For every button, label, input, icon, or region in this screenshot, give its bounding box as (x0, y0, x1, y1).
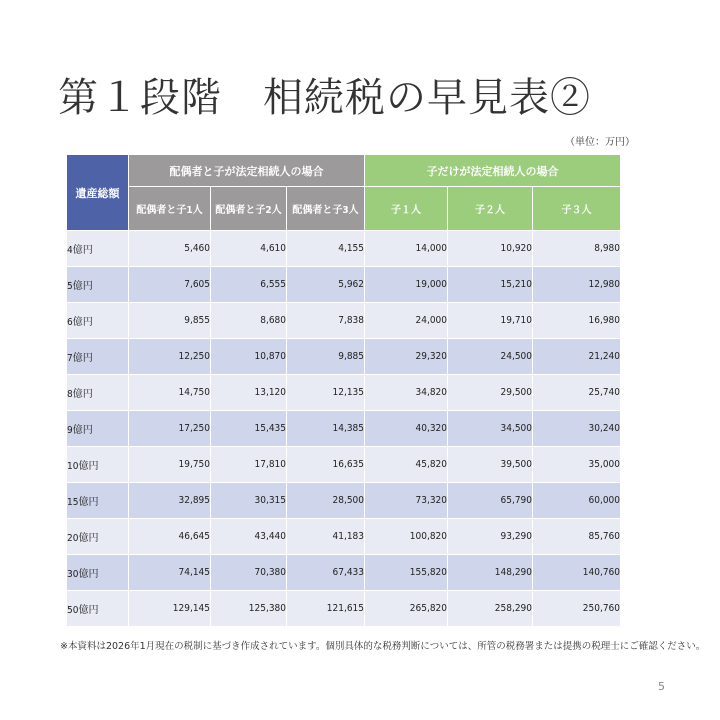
header-spouse-2children: 配偶者と子2人 (211, 187, 287, 231)
page-number: 5 (658, 680, 665, 693)
table-row (67, 411, 621, 447)
tax-table (66, 154, 621, 627)
header-1child: 子１人 (365, 187, 448, 231)
unit-label: （単位：万円） (565, 137, 635, 148)
table-cell: 14,750 (129, 375, 211, 411)
table-cell: 93,290 (448, 519, 533, 555)
table-row (67, 591, 621, 627)
row-label: 30億円 (67, 555, 129, 591)
table-cell: 40,320 (365, 411, 448, 447)
row-label: 50億円 (67, 591, 129, 627)
table-cell: 4,155 (287, 231, 365, 267)
table-cell: 14,000 (365, 231, 448, 267)
header-spouse-group: 配偶者と子が法定相続人の場合 (129, 155, 365, 187)
row-label: 6億円 (67, 303, 129, 339)
table-cell: 41,183 (287, 519, 365, 555)
table-row (67, 555, 621, 591)
table-cell: 34,820 (365, 375, 448, 411)
row-label: 5億円 (67, 267, 129, 303)
header-spouse-3children: 配偶者と子3人 (287, 187, 365, 231)
table-cell: 32,895 (129, 483, 211, 519)
header-spouse-1child: 配偶者と子1人 (129, 187, 211, 231)
table-cell: 8,980 (533, 231, 621, 267)
header-3children: 子３人 (533, 187, 621, 231)
row-label: 9億円 (67, 411, 129, 447)
table-cell: 15,210 (448, 267, 533, 303)
table-cell: 265,820 (365, 591, 448, 627)
table-cell: 73,320 (365, 483, 448, 519)
table-cell: 12,135 (287, 375, 365, 411)
table-cell: 129,145 (129, 591, 211, 627)
table-row (67, 231, 621, 267)
table-cell: 24,000 (365, 303, 448, 339)
table-cell: 9,885 (287, 339, 365, 375)
table-cell: 5,962 (287, 267, 365, 303)
table-cell: 74,145 (129, 555, 211, 591)
table-cell: 4,610 (211, 231, 287, 267)
header-estate-total: 遺産総額 (67, 155, 129, 231)
header-2children: 子２人 (448, 187, 533, 231)
table-cell: 25,740 (533, 375, 621, 411)
row-label: 10億円 (67, 447, 129, 483)
table-cell: 9,855 (129, 303, 211, 339)
row-label: 15億円 (67, 483, 129, 519)
footnote: ※本資料は2026年1月現在の税制に基づき作成されています。個別具体的な税務判断については、所管の税務署または提携の税理士にご確認ください。 (60, 641, 706, 652)
table-cell: 30,240 (533, 411, 621, 447)
table-cell: 43,440 (211, 519, 287, 555)
table-cell: 65,790 (448, 483, 533, 519)
table-cell: 10,920 (448, 231, 533, 267)
table-cell: 19,710 (448, 303, 533, 339)
table-cell: 16,980 (533, 303, 621, 339)
table-cell: 6,555 (211, 267, 287, 303)
row-label: 4億円 (67, 231, 129, 267)
table-cell: 140,760 (533, 555, 621, 591)
table-cell: 14,385 (287, 411, 365, 447)
table-row (67, 483, 621, 519)
table-row (67, 303, 621, 339)
table-row (67, 339, 621, 375)
table-cell: 12,980 (533, 267, 621, 303)
table-cell: 121,615 (287, 591, 365, 627)
table-cell: 29,320 (365, 339, 448, 375)
table-cell: 35,000 (533, 447, 621, 483)
table-cell: 17,810 (211, 447, 287, 483)
table-cell: 45,820 (365, 447, 448, 483)
table-cell: 70,380 (211, 555, 287, 591)
table-cell: 7,605 (129, 267, 211, 303)
table-row (67, 375, 621, 411)
table-cell: 39,500 (448, 447, 533, 483)
table-cell: 12,250 (129, 339, 211, 375)
row-label: 20億円 (67, 519, 129, 555)
table-cell: 250,760 (533, 591, 621, 627)
table-cell: 13,120 (211, 375, 287, 411)
row-label: 7億円 (67, 339, 129, 375)
table-cell: 100,820 (365, 519, 448, 555)
table-cell: 17,250 (129, 411, 211, 447)
table-cell: 46,645 (129, 519, 211, 555)
table-cell: 24,500 (448, 339, 533, 375)
table-row (67, 519, 621, 555)
table-cell: 21,240 (533, 339, 621, 375)
header-children-group: 子だけが法定相続人の場合 (365, 155, 621, 187)
table-row (67, 267, 621, 303)
table-cell: 29,500 (448, 375, 533, 411)
table-cell: 16,635 (287, 447, 365, 483)
table-cell: 8,680 (211, 303, 287, 339)
table-cell: 7,838 (287, 303, 365, 339)
table-cell: 28,500 (287, 483, 365, 519)
page-title: 第１段階 相続税の早見表② (58, 75, 591, 121)
table-row (67, 447, 621, 483)
table-cell: 19,000 (365, 267, 448, 303)
table-cell: 148,290 (448, 555, 533, 591)
table-cell: 125,380 (211, 591, 287, 627)
table-cell: 60,000 (533, 483, 621, 519)
table-cell: 67,433 (287, 555, 365, 591)
table-cell: 10,870 (211, 339, 287, 375)
table-cell: 5,460 (129, 231, 211, 267)
table-cell: 15,435 (211, 411, 287, 447)
table-cell: 30,315 (211, 483, 287, 519)
row-label: 8億円 (67, 375, 129, 411)
table-cell: 85,760 (533, 519, 621, 555)
table-cell: 34,500 (448, 411, 533, 447)
table-cell: 19,750 (129, 447, 211, 483)
table-cell: 258,290 (448, 591, 533, 627)
table-cell: 155,820 (365, 555, 448, 591)
